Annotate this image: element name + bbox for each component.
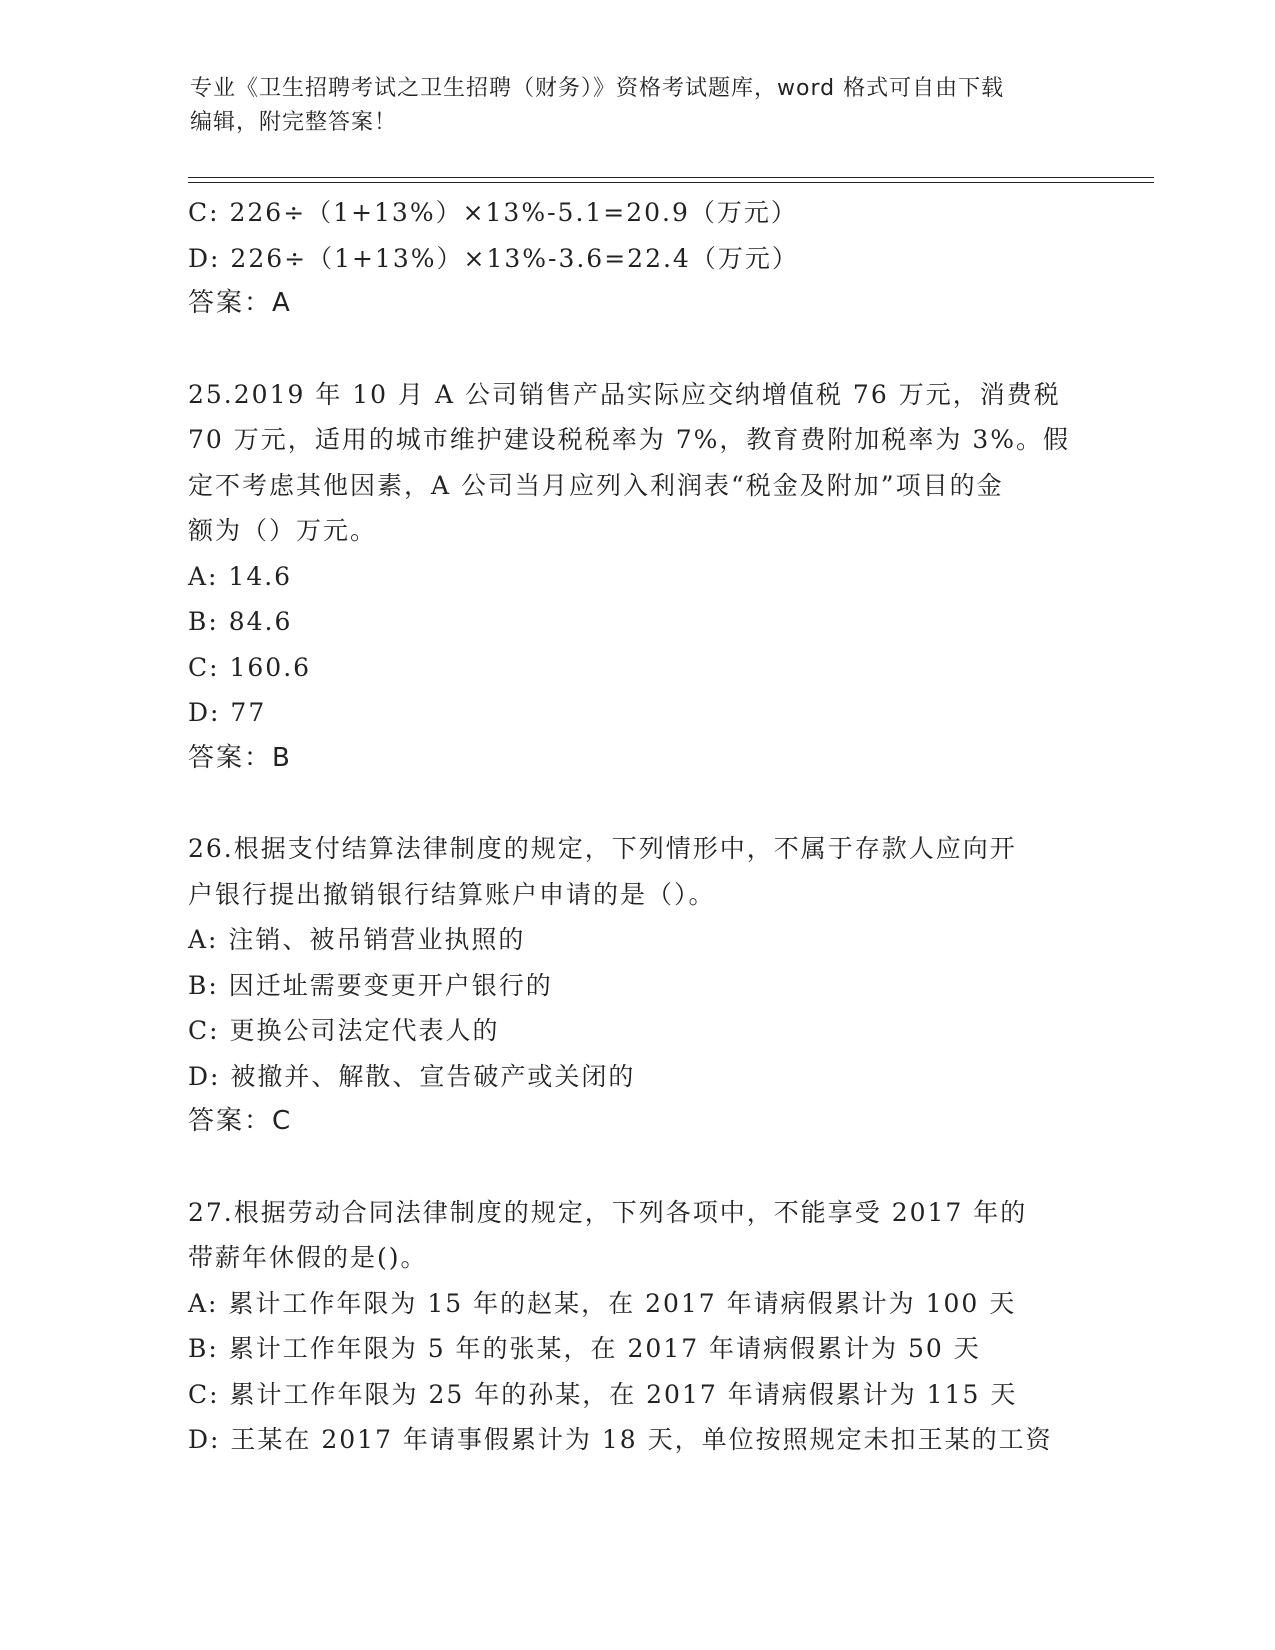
option-a: A: 注销、被吊销营业执照的 — [188, 925, 526, 954]
spacer — [188, 781, 1088, 826]
question-27 — [188, 1190, 1088, 1463]
option-c: C: 累计工作年限为 25 年的孙某，在 2017 年请病假累计为 115 天 — [188, 1379, 1018, 1409]
option-b: B: 因迁址需要变更开户银行的 — [188, 970, 553, 1000]
option-b: B: 84.6 — [188, 607, 293, 636]
option-a: A: 累计工作年限为 15 年的赵某，在 2017 年请病假累计为 100 天 — [188, 1288, 1017, 1318]
option-a: A: 14.6 — [188, 561, 293, 591]
answer: 答案：A — [188, 288, 292, 318]
spacer — [188, 1145, 1088, 1190]
option-d: D: 77 — [188, 698, 267, 727]
question-26 — [188, 826, 1088, 1145]
option-c: C: 更换公司法定代表人的 — [188, 1016, 500, 1045]
question-text-line: 定不考虑其他因素，A 公司当月应列入利润表“税金及附加”项目的金 — [188, 470, 1004, 500]
document-body — [188, 190, 1088, 1463]
question-25 — [188, 372, 1088, 782]
spacer — [188, 327, 1088, 372]
option-c: C: 226÷（1+13%）×13%-5.1=20.9（万元） — [188, 198, 798, 227]
prev-question — [188, 190, 1088, 327]
question-text-line: 带薪年休假的是()。 — [188, 1243, 428, 1272]
question-text-line: 户银行提出撤销银行结算账户申请的是（）。 — [188, 879, 716, 909]
option-d: D: 226÷（1+13%）×13%-3.6=22.4（万元） — [188, 243, 799, 273]
option-b: B: 累计工作年限为 5 年的张某，在 2017 年请病假累计为 50 天 — [188, 1334, 981, 1363]
option-c: C: 160.6 — [188, 652, 312, 682]
header-line-2: 编辑，附完整答案！ — [190, 110, 398, 135]
option-d: D: 王某在 2017 年请事假累计为 18 天，单位按照规定未扣王某的工资 — [188, 1425, 1053, 1454]
question-text-line: 27.根据劳动合同法律制度的规定，下列各项中，不能享受 2017 年的 — [188, 1197, 1028, 1227]
header-divider-top — [188, 177, 1154, 178]
answer: 答案：C — [188, 1106, 293, 1136]
option-d: D: 被撤并、解散、宣告破产或关闭的 — [188, 1061, 636, 1091]
page-header — [190, 72, 1070, 140]
header-line-1: 专业《卫生招聘考试之卫生招聘（财务）》资格考试题库，word 格式可自由下载 — [190, 76, 1005, 101]
answer: 答案：B — [188, 742, 292, 773]
header-divider-bottom — [188, 182, 1154, 183]
question-text-line: 25.2019 年 10 月 A 公司销售产品实际应交纳增值税 76 万元，消费税 — [188, 379, 1061, 409]
question-text-line: 70 万元，适用的城市维护建设税税率为 7%，教育费附加税率为 3%。假 — [188, 425, 1070, 454]
question-text-line: 26.根据支付结算法律制度的规定，下列情形中，不属于存款人应向开 — [188, 834, 1017, 863]
question-text-line: 额为（）万元。 — [188, 516, 378, 545]
